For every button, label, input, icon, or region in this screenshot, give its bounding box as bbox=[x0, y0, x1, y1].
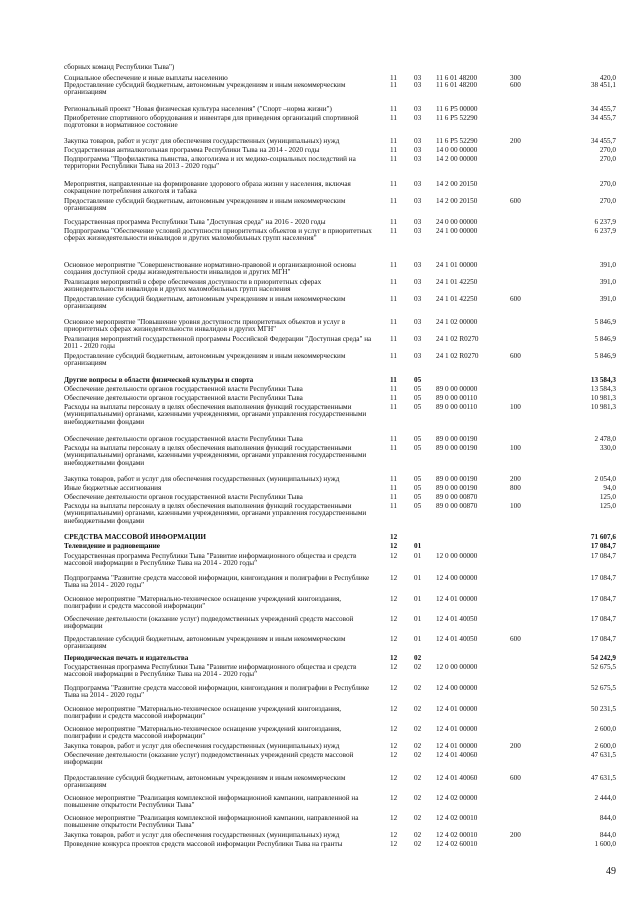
target-article: 14 2 00 00000 bbox=[436, 155, 478, 163]
section-code: 11 bbox=[390, 74, 397, 82]
section-code: 12 bbox=[390, 615, 398, 623]
row-name: Социальное обеспечение и иные выплаты населению bbox=[64, 74, 228, 82]
row-name: Предоставление субсидий бюджетным, автономным учреждениям и иным некоммерческим организациям bbox=[64, 197, 346, 213]
subsection-code: 02 bbox=[414, 725, 422, 733]
row-name: Расходы на выплаты персоналу в целях обеспечения выполнения функций государственными (муниципальными) органами, казенными учреждениями, органами управления государственными внебюджетными фондами bbox=[64, 502, 367, 525]
section-code: 12 bbox=[390, 542, 398, 550]
expense-type: 600 bbox=[510, 197, 521, 205]
subsection-code: 02 bbox=[414, 794, 422, 802]
section-code: 12 bbox=[390, 595, 398, 603]
row-name: Реализация мероприятий в сфере обеспечения доступности в приоритетных сферах жизнедеятельности инвалидов и других маломобильных групп населения bbox=[64, 278, 322, 294]
section-code: 11 bbox=[390, 218, 397, 226]
section-code: 11 bbox=[390, 376, 397, 384]
row-name: СРЕДСТВА МАССОВОЙ ИНФОРМАЦИИ bbox=[64, 533, 207, 541]
amount: 47 631,5 bbox=[590, 751, 616, 759]
subsection-code: 03 bbox=[414, 261, 422, 269]
section-code: 12 bbox=[390, 654, 398, 662]
target-article: 89 0 00 00000 bbox=[436, 385, 478, 393]
subsection-code: 02 bbox=[414, 663, 422, 671]
row-name: Основное мероприятие "Повышение уровня доступности приоритетных объектов и услуг в приоритетных сферах жизнедеятельности инвалидов и других МГН" bbox=[64, 318, 346, 334]
section-code: 11 bbox=[390, 502, 397, 510]
amount: 391,0 bbox=[599, 295, 616, 303]
target-article: 24 1 01 00000 bbox=[436, 261, 478, 269]
subsection-code: 05 bbox=[414, 394, 422, 402]
subsection-code: 03 bbox=[414, 74, 422, 82]
section-code: 12 bbox=[390, 725, 398, 733]
section-code: 11 bbox=[390, 493, 397, 501]
section-code: 11 bbox=[390, 403, 397, 411]
target-article: 24 1 02 R0270 bbox=[436, 335, 479, 343]
section-code: 11 bbox=[390, 146, 397, 154]
section-code: 12 bbox=[390, 814, 398, 822]
subsection-code: 03 bbox=[414, 114, 422, 122]
amount: 52 675,5 bbox=[590, 684, 616, 692]
row-name: Государственная программа Республики Тыва "Доступная среда" на 2016 - 2020 годы bbox=[64, 218, 326, 226]
target-article: 12 4 01 40060 bbox=[436, 774, 478, 782]
row-name: Расходы на выплаты персоналу в целях обеспечения выполнения функций государственными (муниципальными) органами, казенными учреждениями, органами управления государственными внебюджетными фондами bbox=[64, 444, 367, 467]
target-article: 12 4 02 00000 bbox=[436, 794, 478, 802]
section-code: 11 bbox=[390, 484, 397, 492]
target-article: 24 0 00 00000 bbox=[436, 218, 478, 226]
target-article: 89 0 00 00110 bbox=[436, 403, 478, 411]
section-code: 11 bbox=[390, 137, 397, 145]
row-name: Основное мероприятие "Реализация комплексной информационной кампании, направленной на повышение открытости Республики Тыва" bbox=[64, 794, 359, 810]
row-name: Предоставление субсидий бюджетным, автономным учреждениям и иным некоммерческим организациям bbox=[64, 295, 346, 311]
target-article: 12 4 01 40060 bbox=[436, 751, 478, 759]
target-article: 14 2 00 20150 bbox=[436, 180, 478, 188]
section-code: 11 bbox=[390, 318, 397, 326]
section-code: 12 bbox=[390, 831, 398, 839]
section-code: 12 bbox=[390, 533, 398, 541]
subsection-code: 03 bbox=[414, 352, 422, 360]
target-article: 12 4 01 40050 bbox=[436, 635, 478, 643]
amount: 34 455,7 bbox=[590, 137, 616, 145]
target-article: 11 6 P5 00000 bbox=[436, 105, 478, 113]
amount: 270,0 bbox=[599, 180, 616, 188]
row-name: Региональный проект "Новая физическая культура населения" ("Спорт –норма жизни") bbox=[64, 105, 332, 113]
expense-type: 600 bbox=[510, 774, 521, 782]
target-article: 14 2 00 20150 bbox=[436, 197, 478, 205]
target-article: 24 1 02 00000 bbox=[436, 318, 478, 326]
target-article: 89 0 00 00110 bbox=[436, 394, 478, 402]
expense-type: 600 bbox=[510, 352, 521, 360]
section-code: 11 bbox=[390, 295, 397, 303]
target-article: 12 0 00 00000 bbox=[436, 663, 478, 671]
amount: 13 584,3 bbox=[590, 376, 616, 384]
target-article: 89 0 00 00190 bbox=[436, 444, 478, 452]
row-name: Подпрограмма "Развитие средств массовой информации, книгоиздания и полиграфии в Республике Тыва на 2014 - 2020 годы" bbox=[64, 684, 370, 700]
amount: 270,0 bbox=[599, 146, 616, 154]
row-name: Основное мероприятие "Материально-техническое оснащение учреждений книгоиздания, полиграфии и средств массовой информации" bbox=[64, 705, 342, 721]
section-code: 12 bbox=[390, 663, 398, 671]
amount: 5 846,9 bbox=[594, 318, 616, 326]
section-code: 12 bbox=[390, 742, 398, 750]
target-article: 89 0 00 00190 bbox=[436, 435, 478, 443]
amount: 17 084,7 bbox=[590, 615, 616, 623]
expense-type: 200 bbox=[510, 475, 521, 483]
section-code: 11 bbox=[390, 385, 397, 393]
subsection-code: 05 bbox=[414, 403, 422, 411]
subsection-code: 05 bbox=[414, 435, 422, 443]
subsection-code: 01 bbox=[414, 595, 422, 603]
subsection-code: 03 bbox=[414, 295, 422, 303]
row-name: Предоставление субсидий бюджетным, автономным учреждениям и иным некоммерческим организациям bbox=[64, 635, 346, 651]
section-code: 11 bbox=[390, 352, 397, 360]
subsection-code: 02 bbox=[414, 774, 422, 782]
target-article: 24 1 01 42250 bbox=[436, 278, 478, 286]
row-name: Закупка товаров, работ и услуг для обеспечения государственных (муниципальных) нужд bbox=[64, 742, 340, 750]
row-name: Государственная антиалкогольная программа Республики Тыва на 2014 - 2020 годы bbox=[64, 146, 320, 154]
subsection-code: 03 bbox=[414, 227, 422, 235]
row-name: Обеспечение деятельности органов государственной власти Республики Тыва bbox=[64, 394, 303, 402]
row-name: Предоставление субсидий бюджетным, автономным учреждениям и иным некоммерческим организациям bbox=[64, 352, 346, 368]
row-name: Подпрограмма "Обеспечение условий доступности приоритетных объектов и услуг в приоритетных сферах жизнедеятельности инвалидов и других маломобильных групп населения" bbox=[64, 227, 372, 243]
subsection-code: 02 bbox=[414, 742, 422, 750]
amount: 34 455,7 bbox=[590, 105, 616, 113]
amount: 125,0 bbox=[599, 493, 616, 501]
row-name: Телевидение и радиовещание bbox=[64, 542, 160, 550]
amount: 270,0 bbox=[599, 197, 616, 205]
subsection-code: 03 bbox=[414, 335, 422, 343]
target-article: 12 4 01 00000 bbox=[436, 705, 478, 713]
row-name: Иные бюджетные ассигнования bbox=[64, 484, 162, 492]
target-article: 11 6 P5 52290 bbox=[436, 114, 478, 122]
amount: 71 607,6 bbox=[590, 533, 616, 541]
amount: 17 084,7 bbox=[590, 635, 616, 643]
subsection-code: 03 bbox=[414, 278, 422, 286]
section-code: 12 bbox=[390, 751, 398, 759]
row-name: Государственная программа Республики Тыва "Развитие информационного общества и средств массовой информации в Республике Тыва на 2014 - 2020 годы" bbox=[64, 552, 357, 568]
amount: 17 084,7 bbox=[590, 542, 616, 550]
subsection-code: 03 bbox=[414, 137, 422, 145]
row-name: Обеспечение деятельности (оказание услуг) подведомственных учреждений средств массовой информации bbox=[64, 751, 354, 767]
subsection-code: 01 bbox=[414, 552, 422, 560]
row-name: Проведение конкурса проектов средств массовой информации Республики Тыва на гранты bbox=[64, 840, 343, 848]
row-name: Другие вопросы в области физической культуры и спорта bbox=[64, 376, 254, 384]
target-article: 12 4 00 00000 bbox=[436, 574, 478, 582]
section-code: 12 bbox=[390, 705, 398, 713]
amount: 34 455,7 bbox=[590, 114, 616, 122]
row-name: Обеспечение деятельности органов государственной власти Республики Тыва bbox=[64, 493, 303, 501]
amount: 2 478,0 bbox=[594, 435, 616, 443]
amount: 47 631,5 bbox=[590, 774, 616, 782]
section-code: 11 bbox=[390, 81, 397, 89]
amount: 10 981,3 bbox=[590, 403, 616, 411]
subsection-code: 05 bbox=[414, 475, 422, 483]
section-code: 11 bbox=[390, 197, 397, 205]
row-name: Обеспечение деятельности органов государственной власти Республики Тыва bbox=[64, 435, 303, 443]
amount: 50 231,5 bbox=[590, 705, 616, 713]
section-code: 12 bbox=[390, 840, 398, 848]
amount: 94,0 bbox=[603, 484, 616, 492]
page-number: 49 bbox=[606, 866, 616, 877]
section-code: 11 bbox=[390, 335, 397, 343]
expense-type: 200 bbox=[510, 742, 521, 750]
target-article: 11 6 01 48200 bbox=[436, 74, 478, 82]
subsection-code: 05 bbox=[414, 484, 422, 492]
subsection-code: 02 bbox=[414, 751, 422, 759]
expense-type: 100 bbox=[510, 444, 521, 452]
target-article: 12 4 01 00000 bbox=[436, 742, 478, 750]
amount: 52 675,5 bbox=[590, 663, 616, 671]
row-name: Реализация мероприятий государственной программы Российской Федерации "Доступная среда" на 2011 - 2020 годы bbox=[64, 335, 372, 351]
section-code: 11 bbox=[390, 435, 397, 443]
amount: 17 084,7 bbox=[590, 574, 616, 582]
section-code: 11 bbox=[390, 394, 397, 402]
subsection-code: 03 bbox=[414, 218, 422, 226]
section-code: 12 bbox=[390, 794, 398, 802]
amount: 38 451,1 bbox=[590, 81, 616, 89]
amount: 6 237,9 bbox=[594, 227, 616, 235]
amount: 10 981,3 bbox=[590, 394, 616, 402]
subsection-code: 02 bbox=[414, 840, 422, 848]
subsection-code: 03 bbox=[414, 146, 422, 154]
amount: 391,0 bbox=[599, 261, 616, 269]
target-article: 24 1 02 R0270 bbox=[436, 352, 479, 360]
row-name: Основное мероприятие "Материально-техническое оснащение учреждений книгоиздания, полиграфии и средств массовой информации" bbox=[64, 725, 342, 741]
subsection-code: 05 bbox=[414, 502, 422, 510]
amount: 2 600,0 bbox=[594, 725, 616, 733]
amount: 391,0 bbox=[599, 278, 616, 286]
section-code: 11 bbox=[390, 444, 397, 452]
subsection-code: 05 bbox=[414, 376, 422, 384]
row-name: Основное мероприятие "Совершенствование нормативно-правовой и организационной основы создания доступной среды жизнедеятельности инвалидов и других МГН" bbox=[64, 261, 357, 277]
section-code: 12 bbox=[390, 684, 398, 692]
subsection-code: 03 bbox=[414, 105, 422, 113]
amount: 330,0 bbox=[599, 444, 616, 452]
subsection-code: 01 bbox=[414, 542, 422, 550]
row-name: Предоставление субсидий бюджетным, автономным учреждениям и иным некоммерческим организациям bbox=[64, 774, 346, 790]
section-code: 11 bbox=[390, 105, 397, 113]
amount: 2 054,0 bbox=[594, 475, 616, 483]
section-code: 11 bbox=[390, 155, 397, 163]
row-name: Основное мероприятие "Материально-техническое оснащение учреждений книгоиздания, полиграфии и средств массовой информации" bbox=[64, 595, 342, 611]
subsection-code: 05 bbox=[414, 385, 422, 393]
target-article: 14 0 00 00000 bbox=[436, 146, 478, 154]
section-code: 12 bbox=[390, 774, 398, 782]
target-article: 12 4 00 00000 bbox=[436, 684, 478, 692]
target-article: 89 0 00 00190 bbox=[436, 475, 478, 483]
section-code: 11 bbox=[390, 278, 397, 286]
section-code: 12 bbox=[390, 635, 398, 643]
row-name: Предоставление субсидий бюджетным, автономным учреждениям и иным некоммерческим организациям bbox=[64, 81, 346, 97]
subsection-code: 01 bbox=[414, 615, 422, 623]
expense-type: 300 bbox=[510, 74, 521, 82]
expense-type: 200 bbox=[510, 831, 521, 839]
section-code: 12 bbox=[390, 574, 398, 582]
section-code: 11 bbox=[390, 261, 397, 269]
target-article: 12 4 01 00000 bbox=[436, 595, 478, 603]
target-article: 12 4 02 00010 bbox=[436, 814, 478, 822]
amount: 6 237,9 bbox=[594, 218, 616, 226]
target-article: 24 1 00 00000 bbox=[436, 227, 478, 235]
subsection-code: 03 bbox=[414, 197, 422, 205]
subsection-code: 03 bbox=[414, 318, 422, 326]
subsection-code: 03 bbox=[414, 155, 422, 163]
amount: 1 600,0 bbox=[594, 840, 616, 848]
amount: 420,0 bbox=[599, 74, 616, 82]
row-name: Мероприятия, направленные на формирование здорового образа жизни у населения, включая сокращение потребления алкоголя и табака bbox=[64, 180, 351, 196]
row-name: Основное мероприятие "Реализация комплексной информационной кампании, направленной на повышение открытости Республики Тыва" bbox=[64, 814, 359, 830]
row-name: Обеспечение деятельности органов государственной власти Республики Тыва bbox=[64, 385, 303, 393]
amount: 2 444,0 bbox=[594, 794, 616, 802]
row-name: Периодическая печать и издательства bbox=[64, 654, 189, 662]
subsection-code: 05 bbox=[414, 444, 422, 452]
row-name: Закупка товаров, работ и услуг для обеспечения государственных (муниципальных) нужд bbox=[64, 831, 340, 839]
section-code: 11 bbox=[390, 475, 397, 483]
row-name: Расходы на выплаты персоналу в целях обеспечения выполнения функций государственными (муниципальными) органами, казенными учреждениями, органами управления государственными внебюджетными фондами bbox=[64, 403, 367, 426]
target-article: 89 0 00 00870 bbox=[436, 493, 478, 501]
subsection-code: 03 bbox=[414, 81, 422, 89]
amount: 17 084,7 bbox=[590, 552, 616, 560]
amount: 54 242,9 bbox=[590, 654, 616, 662]
section-code: 11 bbox=[390, 114, 397, 122]
expense-type: 100 bbox=[510, 502, 521, 510]
target-article: 89 0 00 00190 bbox=[436, 484, 478, 492]
row-name: Закупка товаров, работ и услуг для обеспечения государственных (муниципальных) нужд bbox=[64, 137, 340, 145]
amount: 270,0 bbox=[599, 155, 616, 163]
amount: 844,0 bbox=[599, 814, 616, 822]
amount: 17 084,7 bbox=[590, 595, 616, 603]
section-code: 11 bbox=[390, 180, 397, 188]
target-article: 11 6 01 48200 bbox=[436, 81, 478, 89]
subsection-code: 02 bbox=[414, 684, 422, 692]
subsection-code: 02 bbox=[414, 831, 422, 839]
target-article: 24 1 01 42250 bbox=[436, 295, 478, 303]
subsection-code: 03 bbox=[414, 180, 422, 188]
target-article: 12 4 02 00010 bbox=[436, 831, 478, 839]
row-name: Обеспечение деятельности (оказание услуг) подведомственных учреждений средств массовой информации bbox=[64, 615, 354, 631]
target-article: 11 6 P5 52290 bbox=[436, 137, 478, 145]
amount: 125,0 bbox=[599, 502, 616, 510]
expense-type: 200 bbox=[510, 137, 521, 145]
target-article: 89 0 00 00870 bbox=[436, 502, 478, 510]
expense-type: 600 bbox=[510, 635, 521, 643]
row-name: сборных команд Республики Тыва") bbox=[64, 63, 175, 71]
subsection-code: 02 bbox=[414, 814, 422, 822]
row-name: Приобретение спортивного оборудования и инвентаря для приведения организаций спортивной подготовки в нормативное состояние bbox=[64, 114, 359, 130]
target-article: 12 4 01 00000 bbox=[436, 725, 478, 733]
subsection-code: 02 bbox=[414, 705, 422, 713]
subsection-code: 05 bbox=[414, 493, 422, 501]
row-name: Подпрограмма "Развитие средств массовой информации, книгоиздания и полиграфии в Республике Тыва на 2014 - 2020 годы" bbox=[64, 574, 370, 590]
section-code: 11 bbox=[390, 227, 397, 235]
target-article: 12 0 00 00000 bbox=[436, 552, 478, 560]
amount: 2 600,0 bbox=[594, 742, 616, 750]
amount: 13 584,3 bbox=[590, 385, 616, 393]
expense-type: 100 bbox=[510, 403, 521, 411]
row-name: Закупка товаров, работ и услуг для обеспечения государственных (муниципальных) нужд bbox=[64, 475, 340, 483]
amount: 5 846,9 bbox=[594, 335, 616, 343]
target-article: 12 4 02 60010 bbox=[436, 840, 478, 848]
expense-type: 600 bbox=[510, 295, 521, 303]
amount: 5 846,9 bbox=[594, 352, 616, 360]
target-article: 12 4 01 40050 bbox=[436, 615, 478, 623]
section-code: 12 bbox=[390, 552, 398, 560]
row-name: Государственная программа Республики Тыва "Развитие информационного общества и средств массовой информации в Республике Тыва на 2014 - 2020 годы" bbox=[64, 663, 357, 679]
subsection-code: 01 bbox=[414, 574, 422, 582]
expense-type: 600 bbox=[510, 81, 521, 89]
row-name: Подпрограмма "Профилактика пьянства, алкоголизма и их медико-социальных последствий на территории Республики Тыва на 2013 - 2020 годы" bbox=[64, 155, 356, 171]
subsection-code: 01 bbox=[414, 635, 422, 643]
subsection-code: 02 bbox=[414, 654, 422, 662]
expense-type: 800 bbox=[510, 484, 521, 492]
amount: 844,0 bbox=[599, 831, 616, 839]
